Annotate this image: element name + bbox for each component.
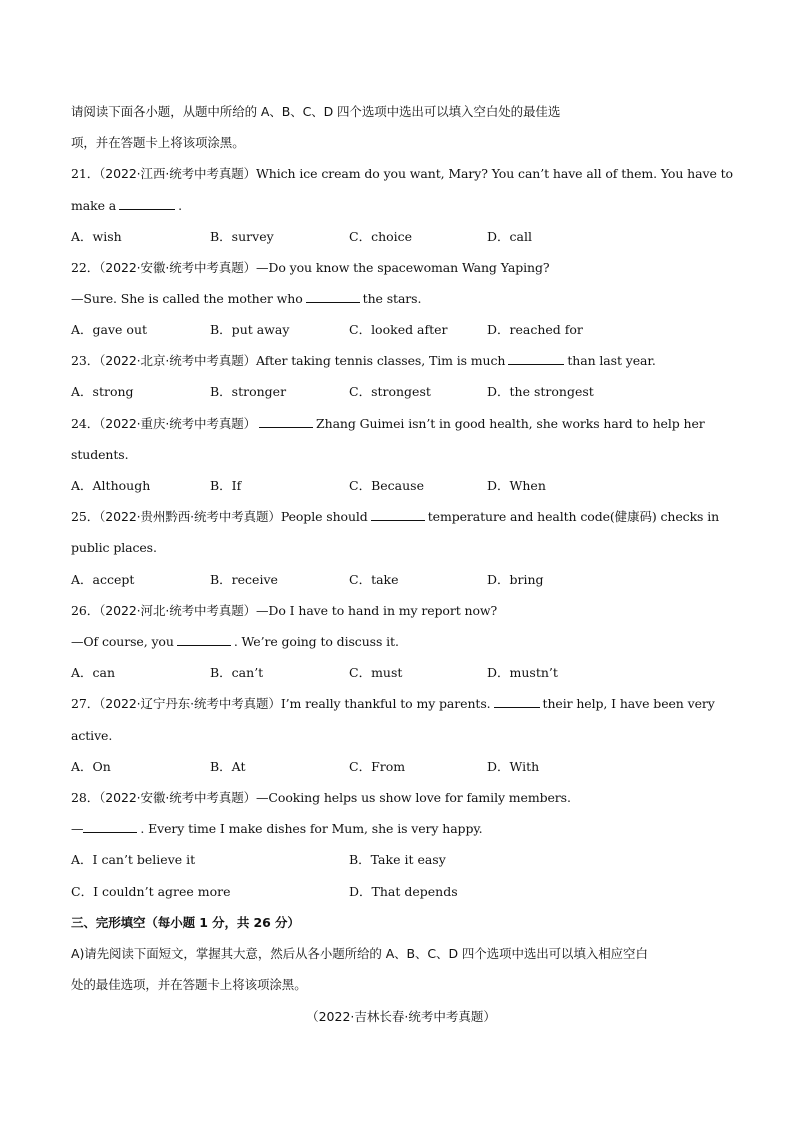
question-source: （2022·江西·统考中考真题）: [99, 166, 257, 181]
option-d: D．reached for: [487, 322, 583, 337]
option-c: C．choice: [349, 229, 413, 244]
question-stem: Zhang Guimei isn’t in good health, she works hard to help her: [316, 416, 705, 431]
question-source: （2022·重庆·统考中考真题）: [99, 416, 257, 431]
question-stem: —Sure. She is called the mother who: [71, 291, 303, 306]
question-source: （2022·北京·统考中考真题）: [99, 353, 257, 368]
option-c: C．Because: [349, 478, 424, 493]
question-25: [71, 509, 719, 525]
option-d: D．That depends: [349, 884, 458, 899]
answer-blank: [494, 696, 540, 708]
question-stem: After taking tennis classes, Tim is much: [256, 353, 506, 368]
answer-blank: [306, 291, 360, 303]
option-c: C．I couldn’t agree more: [71, 884, 231, 899]
question-27-line-2: active.: [71, 728, 113, 743]
option-c: C．take: [349, 572, 399, 587]
answer-blank: [259, 416, 313, 428]
answer-blank: [508, 353, 564, 365]
option-b: B．survey: [210, 229, 274, 244]
option-b: B．receive: [210, 572, 278, 587]
question-24-line-2: students.: [71, 447, 129, 462]
question-number: 21．: [71, 166, 100, 181]
question-stem: —Do I have to hand in my report now?: [256, 603, 498, 618]
answer-blank: [119, 198, 175, 210]
option-d: D．call: [487, 229, 532, 244]
question-24: [71, 416, 705, 432]
answer-blank: [371, 509, 425, 521]
option-b: B．Take it easy: [349, 852, 446, 867]
instruction-line-2: 项，并在答题卡上将该项涂黑。: [71, 135, 245, 150]
question-27: [71, 696, 715, 712]
option-d: D．With: [487, 759, 540, 774]
option-a: A．On: [71, 759, 111, 774]
question-23: [71, 353, 656, 369]
option-d: D．bring: [487, 572, 544, 587]
option-a: A．Although: [71, 478, 151, 493]
question-stem: . Every time I make dishes for Mum, she is very happy.: [140, 821, 483, 836]
question-number: 23．: [71, 353, 100, 368]
section-instruction-line-1: A)请先阅读下面短文，掌握其大意，然后从各小题所给的 A、B、C、D 四个选项中选出可以填入相应空白: [71, 946, 648, 961]
option-c: C．looked after: [349, 322, 448, 337]
section-heading: 三、完形填空（每小题 1 分，共 26 分）: [71, 915, 300, 930]
question-25-line-2: public places.: [71, 540, 157, 555]
question-28: [71, 790, 571, 806]
option-a: A．gave out: [71, 322, 148, 337]
question-22: [71, 260, 549, 276]
option-d: D．mustn’t: [487, 665, 558, 680]
instruction-line-1: 请阅读下面各小题，从题中所给的 A、B、C、D 四个选项中选出可以填入空白处的最佳选: [71, 104, 561, 119]
option-b: B．If: [210, 478, 242, 493]
answer-blank: [177, 634, 231, 646]
option-c: C．must: [349, 665, 403, 680]
option-d: D．the strongest: [487, 384, 594, 399]
question-stem: I’m really thankful to my parents.: [280, 696, 491, 711]
question-stem: temperature and health code(健康码) checks in: [427, 509, 720, 524]
question-number: 28．: [71, 790, 100, 805]
question-number: 25．: [71, 509, 100, 524]
question-stem: —: [71, 821, 84, 836]
question-stem: the stars.: [362, 291, 422, 306]
question-number: 22．: [71, 260, 100, 275]
question-number: 26．: [71, 603, 100, 618]
question-source: （2022·辽宁丹东·统考中考真题）: [99, 696, 281, 711]
option-b: B．stronger: [210, 384, 287, 399]
question-number: 27．: [71, 696, 100, 711]
option-a: A．strong: [71, 384, 134, 399]
answer-blank: [83, 821, 137, 833]
question-stem: —Cooking helps us show love for family members.: [256, 790, 571, 805]
question-stem: People should: [280, 509, 368, 524]
question-source: （2022·贵州黔西·统考中考真题）: [99, 509, 281, 524]
question-source: （2022·安徽·统考中考真题）: [99, 260, 257, 275]
option-b: B．At: [210, 759, 246, 774]
option-d: D．When: [487, 478, 546, 493]
question-stem: . We’re going to discuss it.: [233, 634, 399, 649]
question-stem: .: [178, 198, 182, 213]
question-stem: make a: [71, 198, 117, 213]
question-number: 24．: [71, 416, 100, 431]
question-21: [71, 166, 733, 182]
option-c: C．From: [349, 759, 406, 774]
question-stem: than last year.: [567, 353, 656, 368]
question-stem: their help, I have been very: [542, 696, 715, 711]
question-source: （2022·安徽·统考中考真题）: [99, 790, 257, 805]
question-21-line-2: [71, 198, 182, 214]
option-a: A．can: [71, 665, 116, 680]
question-stem: —Of course, you: [71, 634, 174, 649]
option-b: B．put away: [210, 322, 290, 337]
option-a: A．wish: [71, 229, 122, 244]
question-26: [71, 603, 497, 619]
question-22-line-2: [71, 291, 421, 307]
option-c: C．strongest: [349, 384, 431, 399]
question-source: （2022·河北·统考中考真题）: [99, 603, 257, 618]
passage-source: （2022·吉林长春·统考中考真题）: [306, 1009, 496, 1024]
section-instruction-line-2: 处的最佳选项，并在答题卡上将该项涂黑。: [71, 977, 307, 992]
question-26-line-2: [71, 634, 399, 650]
question-stem: Which ice cream do you want, Mary? You can’t have all of them. You have to: [256, 166, 733, 181]
question-stem: —Do you know the spacewoman Wang Yaping?: [256, 260, 550, 275]
question-28-line-2: [71, 821, 483, 837]
option-a: A．accept: [71, 572, 135, 587]
option-b: B．can’t: [210, 665, 264, 680]
option-a: A．I can’t believe it: [71, 852, 196, 867]
